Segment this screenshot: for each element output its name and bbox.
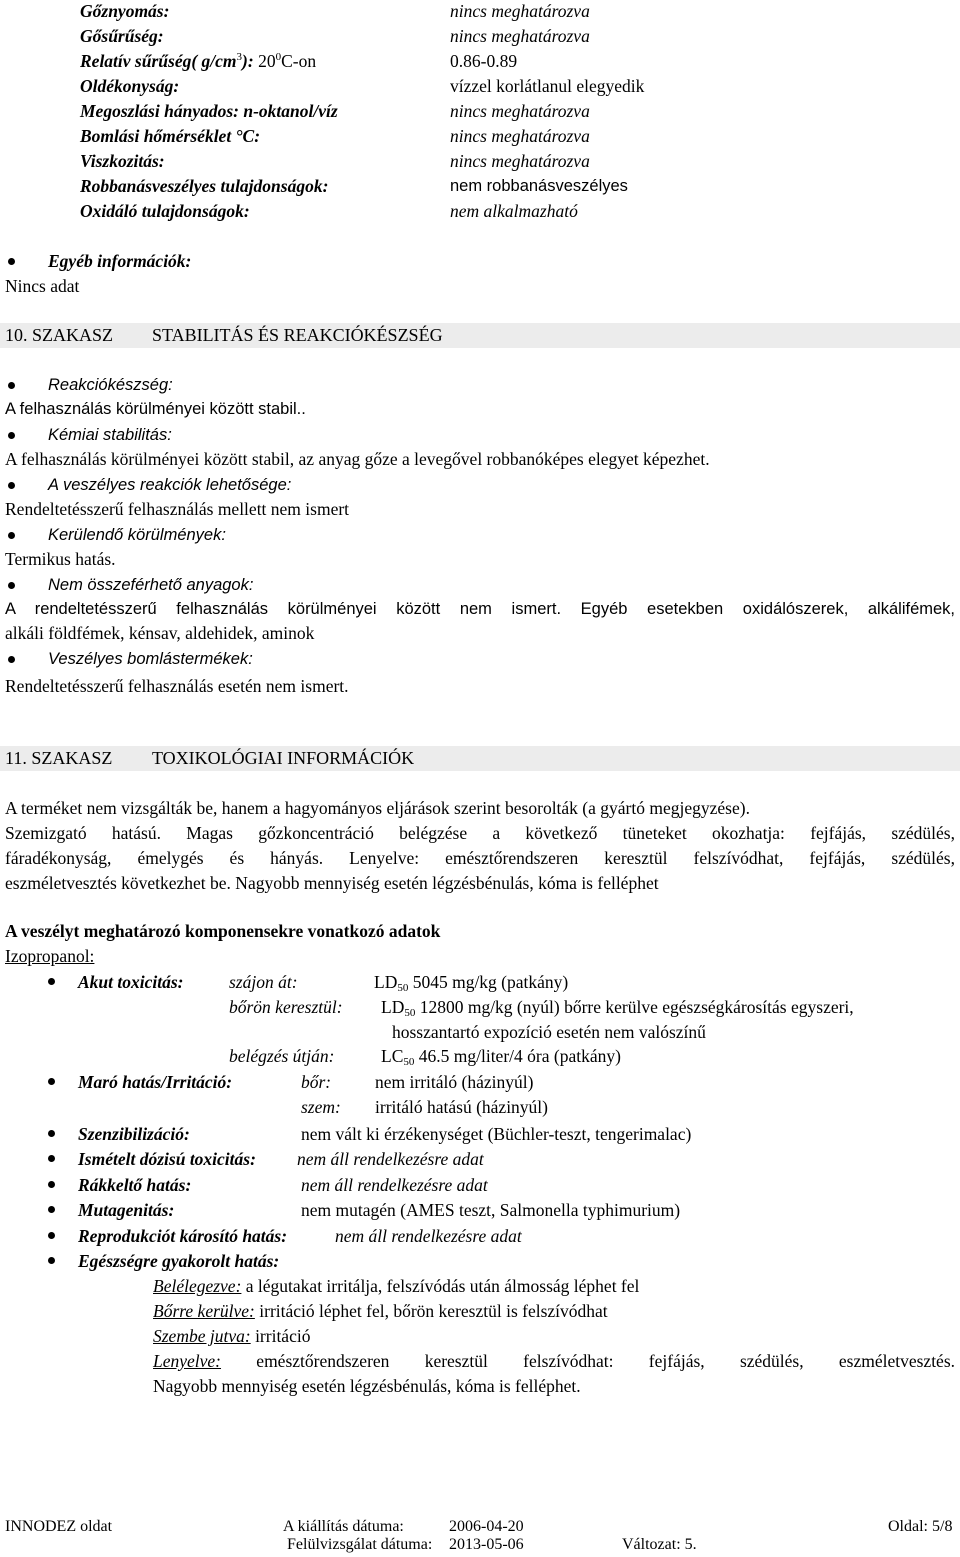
bullet-icon [8,382,15,389]
bullet-icon [48,978,55,985]
corrosion-label: Maró hatás/Irritáció: [78,1072,233,1092]
chemical-stability-label: Kémiai stabilitás: [48,426,172,444]
section-10-number: 10. SZAKASZ [5,325,114,345]
tox-intro-line-2: Szemizgató hatású. Magas gőzkoncentráció belégzése a következő tüneteket okozhatja: fejfájás, szédülés, [5,823,955,843]
health-eye-label: Szembe jutva: [153,1326,251,1346]
health-swallow: Lenyelve: emésztőrendszeren keresztül felszívódhat: fejfájás, szédülés, eszméletvesztés. [153,1351,956,1371]
prop-value-vapor-density: nincs meghatározva [450,26,590,46]
prop-label-viscosity: Viszkozitás: [80,151,165,171]
section-11-number: 11. SZAKASZ [5,748,113,768]
acute-dermal-value: $LD_{50}$ 12800 mg/kg (nyúl) bőrre kerülve egészségkárosítás egyszeri, [381,997,854,1019]
bullet-icon [48,1206,55,1213]
prop-label-oxidizing: Oxidáló tulajdonságok: [80,201,250,221]
bullet-icon [48,1181,55,1188]
health-inhal-label: Belélegezve: [153,1276,242,1296]
prop-label-solubility: Oldékonyság: [80,76,180,96]
carcinogenicity-label: Rákkeltő hatás: [78,1175,192,1195]
health-swallow-2: Nagyobb mennyiség esetén légzésbénulás, kóma is felléphet. [153,1376,581,1396]
prop-label-decomposition: Bomlási hőmérséklet °C: [80,126,261,146]
bullet-icon [48,1232,55,1239]
incompatible-materials-text-2: alkáli földfémek, kénsav, aldehidek, aminok [5,623,315,643]
corrosion-eye-value: irritáló hatású (házinyúl) [375,1097,548,1117]
health-effects-label: Egészségre gyakorolt hatás: [78,1251,280,1271]
footer-product: INNODEZ oldat [5,1518,113,1535]
footer-issue-label: A kiállítás dátuma: [283,1518,404,1535]
acute-dermal-route: bőrön keresztül: [229,997,343,1017]
prop-value-relative-density: 0.86-0.89 [450,51,518,71]
substance-name: Izopropanol: [5,946,95,966]
tox-intro-line-4: eszméletvesztés következhet be. Nagyobb mennyiség esetén légzésbénulás, kóma is felléphet [5,873,659,893]
bullet-icon [8,532,15,539]
other-info-label: Egyéb információk: [48,251,192,271]
prop-label-vapor-pressure: Gőznyomás: [80,1,170,21]
health-eye: Szembe jutva: irritáció [153,1326,311,1346]
incompatible-materials-label: Nem összeférhető anyagok: [48,576,254,594]
carcinogenicity-value: nem áll rendelkezésre adat [301,1175,488,1195]
decomposition-products-label: Veszélyes bomlástermékek: [48,650,253,668]
bullet-icon [8,582,15,589]
corrosion-eye-route: szem: [301,1097,341,1117]
prop-value-vapor-pressure: nincs meghatározva [450,1,590,21]
prop-value-oxidizing: nem alkalmazható [450,201,578,221]
prop-label-explosive: Robbanásveszélyes tulajdonságok: [80,176,329,196]
section-10-header [0,323,960,348]
acute-oral-value: $LD_{50}$ 5045 mg/kg (patkány) [374,972,569,994]
health-skin: Bőrre kerülve: irritáció léphet fel, bőrön keresztül is felszívódhat [153,1301,608,1321]
section-10-title: STABILITÁS ÉS REAKCIÓKÉSZSÉG [152,325,443,345]
bullet-icon [8,432,15,439]
footer-revision-date: 2013-05-06 [449,1536,524,1553]
corrosion-skin-route: bőr: [301,1072,332,1092]
footer-issue-date: 2006-04-20 [449,1518,524,1535]
mutagenicity-value: nem mutagén (AMES teszt, Salmonella typhimurium) [301,1200,681,1220]
reactivity-text: A felhasználás körülményei között stabil.. [5,400,306,418]
bullet-icon [48,1078,55,1085]
acute-inhal-route: belégzés útján: [229,1046,335,1066]
bullet-icon [48,1257,55,1264]
prop-label-partition: Megoszlási hányados: n-oktanol/víz [80,101,338,121]
hazardous-reactions-label: A veszélyes reakciók lehetősége: [48,476,292,494]
chemical-stability-text: A felhasználás körülményei között stabil, az anyag gőze a levegővel robbanóképes elegyet képezhet. [5,449,710,469]
health-swallow-label: Lenyelve: [153,1351,222,1371]
conditions-to-avoid-label: Kerülendő körülmények: [48,526,226,544]
decomposition-products-text: Rendeltetésszerű felhasználás esetén nem ismert. [5,676,349,696]
prop-value-viscosity: nincs meghatározva [450,151,590,171]
health-inhal: Belélegezve: a légutakat irritálja, felszívódás után álmosság léphet fel [153,1276,640,1296]
section-11-header [0,746,960,771]
repeated-dose-value: nem áll rendelkezésre adat [297,1149,484,1169]
other-info-value: Nincs adat [5,276,80,296]
reproductive-label: Reprodukciót károsító hatás: [78,1226,288,1246]
prop-label-vapor-density: Gősűrűség: [80,26,164,46]
acute-inhal-value: $LC_{50}$ 46.5 mg/liter/4 óra (patkány) [381,1046,621,1068]
conditions-to-avoid-text: Termikus hatás. [5,549,116,569]
bullet-icon [48,1130,55,1137]
bullet-icon [8,656,15,663]
footer-revision-label: Felülvizsgálat dátuma: [287,1536,433,1553]
sensitization-label: Szenzibilizáció: [78,1124,190,1144]
section-11-title: TOXIKOLÓGIAI INFORMÁCIÓK [152,748,415,768]
components-heading: A veszélyt meghatározó komponensekre vonatkozó adatok [5,921,441,941]
repeated-dose-label: Ismételt dózisú toxicitás: [78,1149,256,1169]
corrosion-skin-value: nem irritáló (házinyúl) [375,1072,534,1092]
prop-value-partition: nincs meghatározva [450,101,590,121]
tox-intro-line-1: A terméket nem vizsgálták be, hanem a hagyományos eljárások szerint besorolták (a gyártó megjegyzése). [5,798,750,818]
prop-value-explosive: nem robbanásveszélyes [450,177,628,195]
footer-page: Oldal: 5/8 [888,1518,953,1535]
sensitization-value: nem vált ki érzékenységet (Büchler-teszt, tengerimalac) [301,1124,692,1144]
reactivity-label: Reakciókészség: [48,376,173,394]
mutagenicity-label: Mutagenitás: [78,1200,175,1220]
tox-intro-line-3: fáradékonyság, émelygés és hányás. Lenyelve: emésztőrendszeren keresztül felszívódhat, fejfájás, szédülés, [5,848,955,868]
prop-value-decomposition: nincs meghatározva [450,126,590,146]
acute-tox-label: Akut toxicitás: [78,972,184,992]
acute-oral-route: szájon át: [229,972,298,992]
reproductive-value: nem áll rendelkezésre adat [335,1226,522,1246]
prop-value-solubility: vízzel korlátlanul elegyedik [450,76,645,96]
incompatible-materials-text: A rendeltetésszerű felhasználás körülményei között nem ismert. Egyéb esetekben oxidálószerek, alkálifémek, [5,600,955,618]
bullet-icon [8,482,15,489]
footer-version: Változat: 5. [622,1536,697,1553]
health-skin-label: Bőrre kerülve: [153,1301,255,1321]
bullet-icon [8,258,15,265]
prop-label-relative-density: Relatív sűrűség( $g/cm^3$): $20^0C-on$ [80,51,317,71]
hazardous-reactions-text: Rendeltetésszerű felhasználás mellett nem ismert [5,499,350,519]
acute-dermal-value-2: hosszantartó expozíció esetén nem valószínű [392,1022,706,1042]
bullet-icon [48,1155,55,1162]
